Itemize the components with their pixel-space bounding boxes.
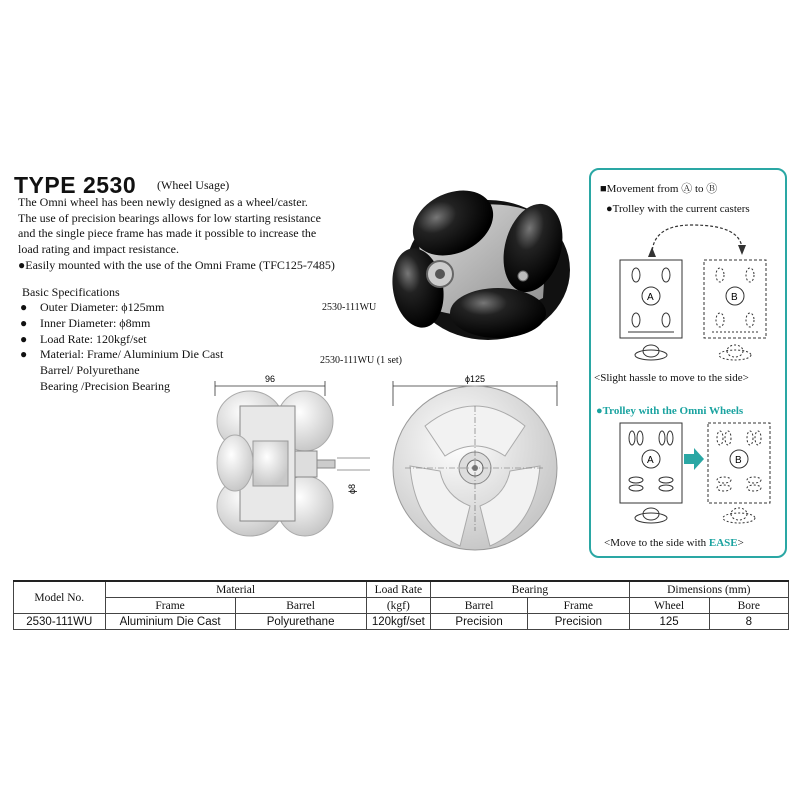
omni-wheel-photo [378,178,578,348]
omni-caption: <Move to the side with EASE> [604,537,744,549]
mount-note-text: Easily mounted with the use of the Omni Frame (TFC125-7485) [25,258,335,272]
bullet-icon: ● [596,405,603,417]
front-view-drawing [385,366,565,566]
label-a: A [647,455,654,466]
specs-list [20,300,223,395]
cell-bearing-barrel: Precision [431,614,528,630]
bullet-icon: ● [20,331,28,346]
cell-load-rate: 120kgf/set [366,614,431,630]
bullet-icon: ● [606,203,613,215]
cell-model: 2530-111WU [14,614,106,630]
header-load-unit: (kgf) [366,598,431,614]
bullet-icon: ● [20,315,28,330]
label-b: B [735,455,742,466]
bullet-icon: ● [20,347,28,362]
specs-heading: Basic Specifications [22,285,120,299]
casters-title: ●Trolley with the current casters [606,203,750,215]
intro-line: load rating and impact resistance. [18,241,179,256]
spec-item: ● Outer Diameter: ϕ125mm [20,300,165,314]
spec-table [13,580,789,630]
side-view-drawing [205,366,380,566]
intro-line: The Omni wheel has been newly designed as a wheel/caster. [18,195,308,209]
cell-bore: 8 [709,614,788,630]
cell-bearing-frame: Precision [528,614,630,630]
intro-line: The use of precision bearings allows for low starting resistance [18,210,321,225]
casters-caption: <Slight hassle to move to the side> [594,372,749,384]
panel-heading: ■Movement from Ⓐ to Ⓑ [600,183,718,195]
cell-frame: Aluminium Die Cast [105,614,235,630]
header-frame: Frame [105,598,235,614]
product-title: TYPE 2530 [14,172,137,198]
header-bearing: Bearing [431,581,630,598]
label-a: A [647,292,654,303]
spec-item: ● Load Rate: 120kgf/set [20,331,147,346]
header-load-rate: Load Rate [366,581,431,598]
header-dimensions: Dimensions (mm) [629,581,788,598]
cell-wheel: 125 [629,614,709,630]
header-bearing-frame: Frame [528,598,630,614]
photo-model-label: 2530-111WU [322,302,377,313]
product-subtitle: (Wheel Usage) [157,178,230,192]
mount-note [18,258,335,273]
omni-diagram [592,418,784,538]
cell-barrel: Polyurethane [235,614,366,630]
intro-line: and the single piece frame has made it possible to increase the [18,226,317,240]
header-model: Model No. [14,581,106,614]
bullet-icon: ● [18,258,26,272]
header-barrel: Barrel [235,598,366,614]
header-wheel: Wheel [629,598,709,614]
header-bearing-barrel: Barrel [431,598,528,614]
bullet-icon: ● [20,300,28,314]
label-b: B [731,292,738,303]
drawing-set-label: 2530-111WU (1 set) [320,355,403,366]
casters-diagram [592,215,784,365]
omni-title: ●Trolley with the Omni Wheels [596,405,744,417]
diameter-dimension: ϕ125 [465,374,486,384]
width-dimension: 96 [265,374,276,384]
intro-paragraph [18,195,368,257]
spec-item: ● Inner Diameter: ϕ8mm [20,315,151,330]
spec-item: ● Material: Frame/ Aluminium Die Cast Barrel/ Polyurethane Bearing /Precision Bearing [20,347,224,393]
header-bore: Bore [709,598,788,614]
square-icon: ■ [600,183,607,195]
bore-dimension: ϕ8 [347,483,357,494]
header-material: Material [105,581,366,598]
table-row [14,614,789,630]
